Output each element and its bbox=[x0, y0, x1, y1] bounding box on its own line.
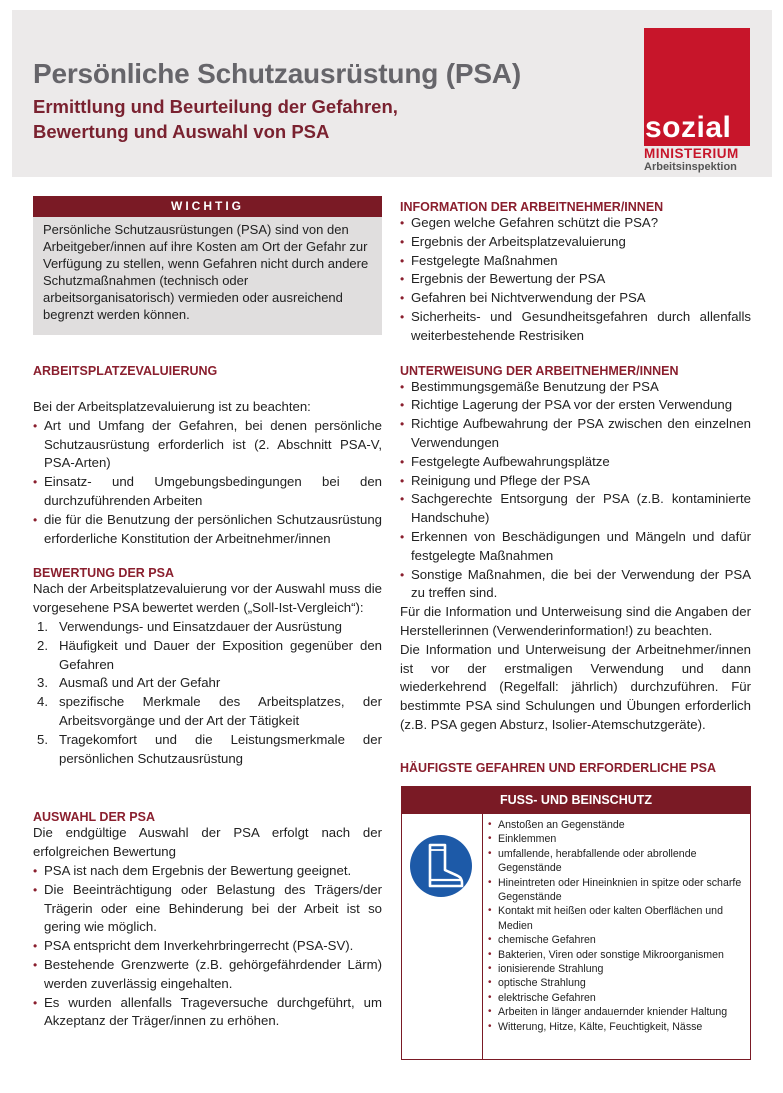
list-item: • Ergebnis der Bewertung der PSA bbox=[400, 270, 751, 289]
list-text: Häufigkeit und Dauer der Exposition gegenüber den Gefahren bbox=[59, 637, 382, 672]
evaluierung-heading: ARBEITSPLATZEVALUIERUNG bbox=[33, 364, 218, 378]
list-item: • Es wurden allenfalls Trageversuche durchgeführt, um Akzeptanz der Träger/innen zu erhöhen. bbox=[33, 994, 382, 1032]
header-band bbox=[12, 10, 772, 177]
list-item bbox=[33, 674, 382, 693]
subtitle-line-2: Bewertung und Auswahl von PSA bbox=[33, 121, 330, 142]
list-number: 2. bbox=[37, 637, 48, 653]
logo-ministerium-text: MINISTERIUM bbox=[644, 146, 739, 161]
list-item: • die für die Benutzung der persönlichen Schutzausrüstung erforderliche Konstitution der Arbeitnehmer/innen bbox=[33, 511, 382, 549]
evaluierung-list bbox=[33, 417, 382, 549]
list-item: • Sachgerechte Entsorgung der PSA (z.B. kontaminierte Handschuhe) bbox=[400, 490, 751, 528]
list-item: • umfallende, herabfallende oder abrollende Gegenstände bbox=[488, 847, 748, 876]
list-item: • Festgelegte Maßnahmen bbox=[400, 252, 751, 271]
list-text: spezifische Merkmale des Arbeitsplatzes, der Arbeitsvorgänge und der Art der Tätigkeit bbox=[59, 694, 382, 728]
list-item: • Einklemmen bbox=[488, 832, 748, 846]
information-list bbox=[400, 214, 751, 346]
logo-arbeitsinspektion-text: Arbeitsinspektion bbox=[644, 161, 737, 173]
right-column bbox=[400, 200, 751, 775]
unterweisung-heading: UNTERWEISUNG DER ARBEITNEHMER/INNEN bbox=[400, 363, 679, 378]
list-item: • elektrische Gefahren bbox=[488, 991, 748, 1005]
unterweisung-paragraph-1: Für die Information und Unterweisung sind die Angaben der Herstellerinnen (Verwenderinformation!) zu beachten. bbox=[400, 604, 751, 638]
auswahl-list bbox=[33, 862, 382, 1031]
information-heading: INFORMATION DER ARBEITNEHMER/INNEN bbox=[400, 200, 664, 214]
list-number: 1. bbox=[37, 618, 48, 634]
list-item: • Anstoßen an Gegenstände bbox=[488, 818, 748, 832]
wichtig-box bbox=[33, 196, 382, 335]
list-item: • Einsatz- und Umgebungsbedingungen bei den durchzuführenden Arbeiten bbox=[33, 473, 382, 511]
list-item bbox=[33, 731, 382, 769]
sozialministerium-logo bbox=[644, 28, 762, 176]
list-number: 3. bbox=[37, 675, 48, 691]
unterweisung-list bbox=[400, 378, 751, 604]
unterweisung-paragraph-2: Die Information und Unterweisung der Arbeitnehmer/innen ist vor der erstmaligen Verwendung und dann wiederkehrend (Regelfall: jährlich) durchzuführen. Für bestimmte PSA sind Schulungen und Übungen erforderlich (z.B. PSA gegen Absturz, Isolier-Atemschutzgeräte). bbox=[400, 641, 751, 732]
list-item: • Ergebnis der Arbeitsplatzevaluierung bbox=[400, 233, 751, 252]
bewertung-list bbox=[33, 618, 382, 768]
list-item bbox=[33, 693, 382, 731]
list-item: • Sonstige Maßnahmen, die bei der Verwendung der PSA zu treffen sind. bbox=[400, 566, 751, 604]
box-divider bbox=[482, 814, 483, 1060]
bewertung-intro: Nach der Arbeitsplatzevaluierung vor der Auswahl muss die vorgesehene PSA bewertet werden („Soll-Ist-Vergleich“): bbox=[33, 581, 382, 616]
list-number: 4. bbox=[37, 694, 48, 710]
list-item bbox=[33, 637, 382, 675]
list-item: • Richtige Aufbewahrung der PSA zwischen den einzelnen Verwendungen bbox=[400, 415, 751, 453]
left-column bbox=[33, 196, 382, 1031]
list-item: • Gefahren bei Nichtverwendung der PSA bbox=[400, 289, 751, 308]
list-item: • Gegen welche Gefahren schützt die PSA? bbox=[400, 214, 751, 233]
list-item: • Arbeiten in länger andauernder kniender Haltung bbox=[488, 1005, 748, 1019]
list-item: • Kontakt mit heißen oder kalten Oberflächen und Medien bbox=[488, 904, 748, 933]
list-item: • Richtige Lagerung der PSA vor der ersten Verwendung bbox=[400, 396, 751, 415]
gefahren-heading: HÄUFIGSTE GEFAHREN UND ERFORDERLICHE PSA bbox=[400, 760, 716, 775]
list-item: • Sicherheits- und Gesundheitsgefahren durch allenfalls weiterbestehende Restrisiken bbox=[400, 308, 751, 346]
list-item: • Erkennen von Beschädigungen und Mängeln und dafür festgelegte Maßnahmen bbox=[400, 528, 751, 566]
list-number: 5. bbox=[37, 731, 48, 747]
list-text: Ausmaß und Art der Gefahr bbox=[59, 675, 221, 691]
list-item: • Witterung, Hitze, Kälte, Feuchtigkeit, Nässe bbox=[488, 1020, 748, 1034]
list-item bbox=[33, 618, 382, 637]
list-item: • chemische Gefahren bbox=[488, 933, 748, 947]
list-item: • Hineintreten oder Hineinknien in spitze oder scharfe Gegenstände bbox=[488, 876, 748, 905]
wichtig-text: Persönliche Schutzausrüstungen (PSA) sind von den Arbeitgeber/innen auf ihre Kosten am Ort der Gefahr zur Verfügung zu stellen, wenn Gefahren nicht durch andere Schutzmaßnahmen (technisch oder arbeitsorganisatorisch) vermieden oder ausreichend begrenzt werden können. bbox=[33, 217, 382, 335]
list-item: • Festgelegte Aufbewahrungsplätze bbox=[400, 453, 751, 472]
safety-boot-icon bbox=[407, 832, 475, 900]
logo-sozial-text: sozial bbox=[645, 111, 732, 144]
list-item: • Bestimmungsgemäße Benutzung der PSA bbox=[400, 378, 751, 397]
bewertung-heading: BEWERTUNG DER PSA bbox=[33, 566, 174, 581]
list-item: • optische Strahlung bbox=[488, 976, 748, 990]
list-text: Verwendungs- und Einsatzdauer der Ausrüstung bbox=[59, 618, 342, 634]
list-item: • PSA entspricht dem Inverkehrbringerrecht (PSA-SV). bbox=[33, 937, 382, 956]
list-item: • Bakterien, Viren oder sonstige Mikroorganismen bbox=[488, 948, 748, 962]
list-item: • Bestehende Grenzwerte (z.B. gehörgefährdender Lärm) werden zuverlässig eingehalten. bbox=[33, 956, 382, 994]
evaluierung-intro: Bei der Arbeitsplatzevaluierung ist zu beachten: bbox=[33, 399, 311, 414]
page-subtitle bbox=[33, 94, 398, 144]
list-item: • Art und Umfang der Gefahren, bei denen persönliche Schutzausrüstung erforderlich ist (2. Abschnitt PSA-V, PSA-Arten) bbox=[33, 417, 382, 473]
list-item: • Die Beeinträchtigung oder Belastung des Trägers/der Trägerin oder eine Behinderung bei der Arbeit ist so gering wie möglich. bbox=[33, 881, 382, 937]
list-item: • PSA ist nach dem Ergebnis der Bewertung geeignet. bbox=[33, 862, 382, 881]
auswahl-intro: Die endgültige Auswahl der PSA erfolgt nach der erfolgreichen Bewertung bbox=[33, 825, 382, 860]
auswahl-heading: AUSWAHL DER PSA bbox=[33, 810, 156, 825]
list-item: • Reinigung und Pflege der PSA bbox=[400, 472, 751, 491]
list-text: Tragekomfort und die Leistungsmerkmale der persönlichen Schutzausrüstung bbox=[59, 731, 382, 766]
subtitle-line-1: Ermittlung und Beurteilung der Gefahren, bbox=[33, 96, 398, 117]
fuss-beinschutz-list bbox=[488, 818, 748, 1034]
fuss-beinschutz-title: FUSS- UND BEINSCHUTZ bbox=[402, 787, 750, 814]
fuss-beinschutz-box bbox=[401, 786, 751, 1060]
list-item: • ionisierende Strahlung bbox=[488, 962, 748, 976]
page-title: Persönliche Schutzausrüstung (PSA) bbox=[33, 58, 521, 89]
wichtig-heading: WICHTIG bbox=[33, 196, 382, 217]
